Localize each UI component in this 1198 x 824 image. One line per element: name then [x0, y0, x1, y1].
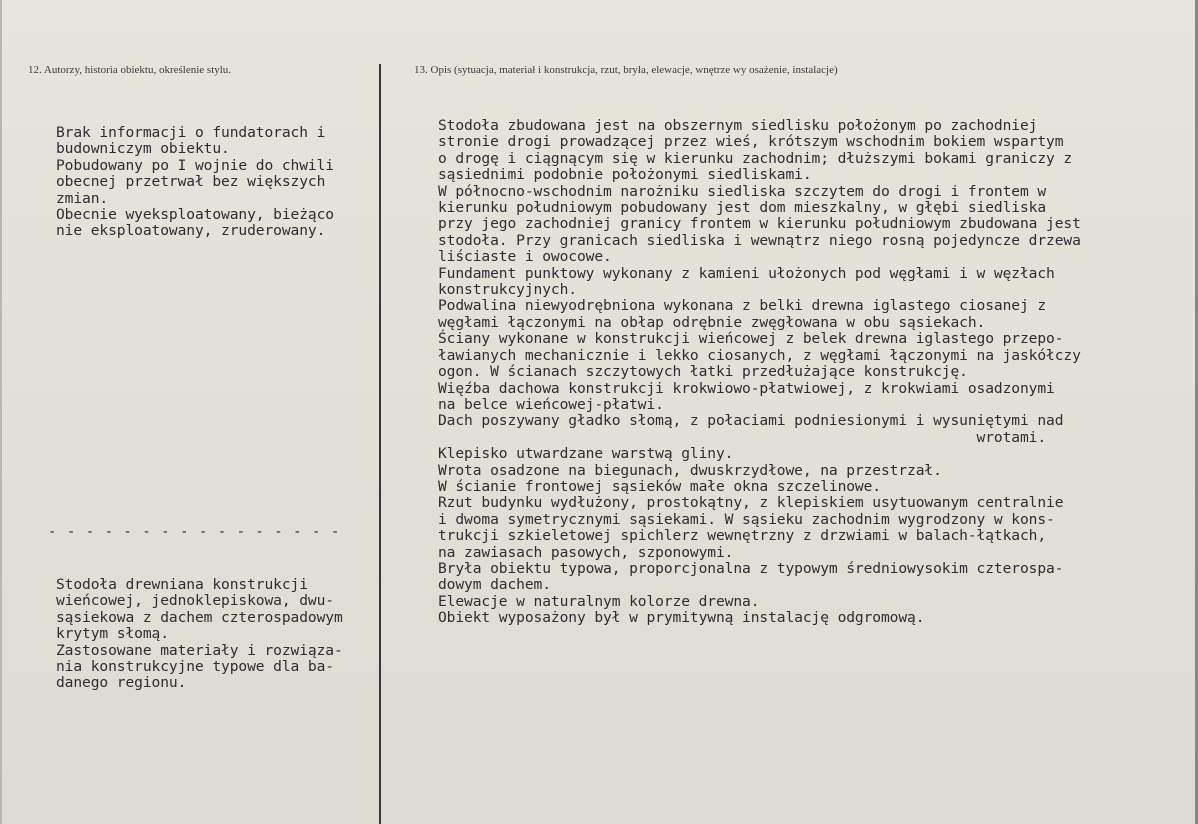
dashed-separator: - - - - - - - - - - - - - - - - — [48, 524, 341, 540]
column-divider — [379, 64, 381, 824]
section-13-header: 13. Opis (sytuacja, materiał i konstrukcja, rzut, bryła, elewacje, wnętrze wy osażenie, instalacje) — [414, 64, 838, 76]
section-12-header: 12. Autorzy, historia obiektu, określenie stylu. — [28, 64, 232, 76]
card-left-edge — [0, 0, 2, 824]
style-text: Stodoła drewniana konstrukcji wieńcowej, jednoklepiskowa, dwu- sąsiekowa z dachem czterospadowym krytym słomą. Zastosowane materiały i rozwiąza- nia konstrukcyjne typowe dla ba- danego regionu. — [56, 576, 343, 692]
description-text: Stodoła zbudowana jest na obszernym siedlisku położonym po zachodniej stronie drogi prowadzącej przez wieś, krótszym wschodnim bokiem wspartym o drogę i ciągnącym się w kierunku zachodnim; dłuższymi bokami graniczy z sąsiednimi podobnie położonymi siedliskami. W północno-wschodnim narożniku siedliska szczytem do drogi i frontem w kierunku południowym pobudowany jest dom mieszkalny, w głębi siedliska przy jego zachodniej granicy frontem w kierunku południowym zbudowana jest stodoła. Przy granicach siedliska i wewnątrz niego rosną pojedyncze drzewa liściaste i owocowe. Fundament punktowy wykonany z kamieni ułożonych pod węgłami i w węzłach konstrukcyjnych. Podwalina niewyodrębniona wykonana z belki drewna iglastego ciosanej z węgłami łączonymi na obłap odrębnie zwęgłowana w obu sąsiekach. Ściany wykonane w konstrukcji wieńcowej z belek drewna iglastego przepo- ławianych mechanicznie i lekko ciosanych, z węgłami łączonymi na jaskółczy ogon. W ścianach szczytowych łatki przedłużające konstrukcję. Więźba dachowa konstrukcji krokwiowo-płatwiowej, z krokwiami osadzonymi na belce wieńcowej-płatwi. Dach poszywany gładko słomą, z połaciami podniesionymi i wysuniętymi nad wrotami. Klepisko utwardzane warstwą gliny. Wrota osadzone na biegunach, dwuskrzydłowe, na przestrzał. W ścianie frontowej sąsieków małe okna szczelinowe. Rzut budynku wydłużony, prostokątny, z klepiskiem usytuowanym centralnie i dwoma symetrycznymi sąsiekami. W sąsieku zachodnim wygrodzony w kons- trukcji szkieletowej spichlerz wewnętrzny z drzwiami w balach-łątkach, na zawiasach pasowych, szponowymi. Bryła obiektu typowa, proporcjonalna z typowym średniowysokim czterospa- dowym dachem. Elewacje w naturalnym kolorze drewna. Obiekt wyposażony był w prymitywną instalację odgromową. — [438, 117, 1081, 627]
history-text: Brak informacji o fundatorach i budowniczym obiektu. Pobudowany po I wojnie do chwili obecnej przetrwał bez większych zmian. Obecnie wyeksploatowany, bieżąco nie eksploatowany, zruderowany. — [56, 124, 334, 240]
